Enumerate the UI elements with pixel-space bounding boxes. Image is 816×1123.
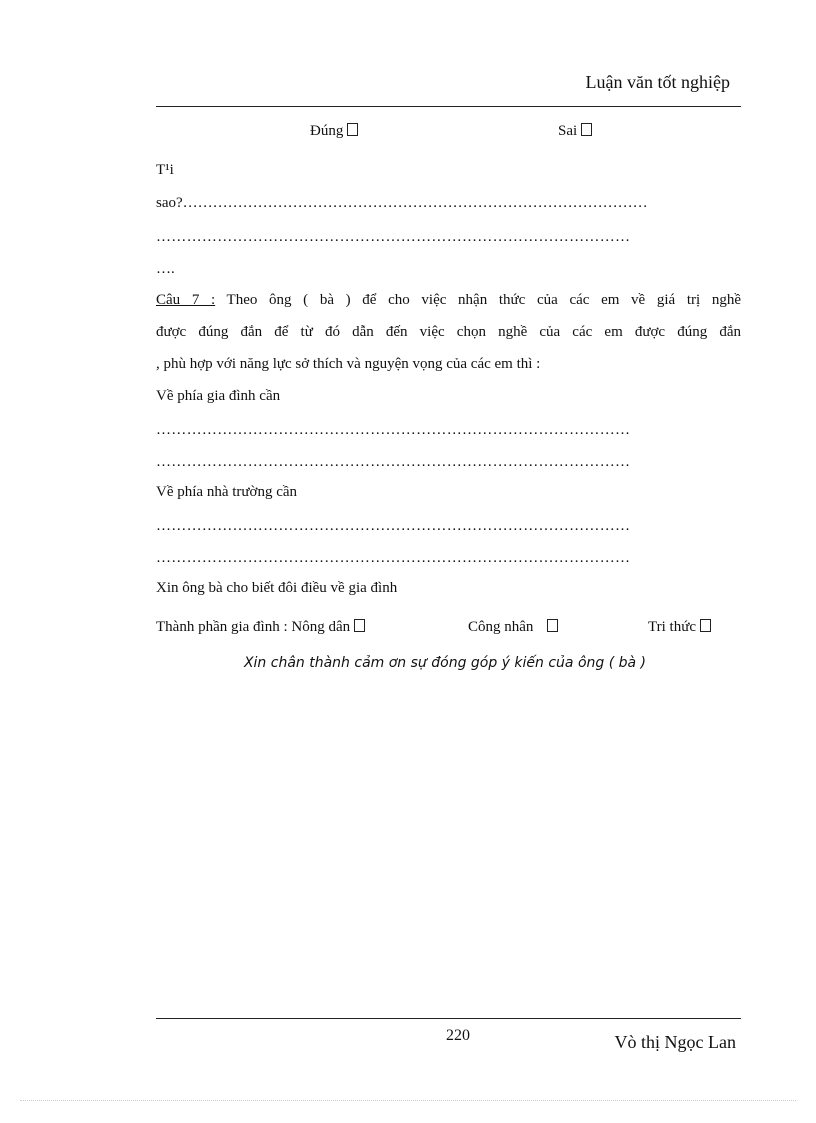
info-label: Xin ông bà cho biết đôi điều về gia đình bbox=[156, 580, 398, 596]
q7-line-1 bbox=[156, 290, 741, 310]
q7-number: Câu 7 : bbox=[156, 292, 216, 308]
why-line bbox=[156, 193, 648, 213]
school-dots-2: ………………………………………………………………………………… bbox=[156, 550, 631, 566]
why-prefix: T¹i bbox=[156, 162, 174, 178]
page-number: 220 bbox=[446, 1027, 470, 1044]
composition-worker bbox=[468, 617, 558, 637]
footer-rule bbox=[156, 1018, 741, 1019]
checkbox-no[interactable] bbox=[581, 123, 592, 136]
composition-intellectual bbox=[648, 617, 711, 637]
why-dots-2: ………………………………………………………………………………… bbox=[156, 229, 631, 245]
q7-line-3: , phù hợp với năng lực sở thích và nguyện vọng của các em thì : bbox=[156, 356, 541, 372]
worker-label: Công nhân bbox=[468, 619, 534, 635]
intellectual-label: Tri thức bbox=[648, 619, 697, 635]
header-title: Luận văn tốt nghiệp bbox=[585, 72, 730, 92]
composition-label: Thành phần gia đình : Nông dân bbox=[156, 619, 351, 635]
option-yes bbox=[310, 121, 358, 141]
option-no-label: Sai bbox=[558, 123, 578, 139]
option-yes-label: Đúng bbox=[310, 123, 344, 139]
page-bottom-border bbox=[20, 1100, 796, 1101]
why-tail: …. bbox=[156, 261, 175, 277]
why-dots: ………………………………………………………………………………… bbox=[182, 195, 648, 211]
checkbox-worker[interactable] bbox=[547, 619, 558, 632]
checkbox-farmer[interactable] bbox=[354, 619, 365, 632]
family-label: Về phía gia đình cần bbox=[156, 388, 281, 404]
author-name: Vò thị Ngọc Lan bbox=[614, 1032, 736, 1052]
family-dots-2: ………………………………………………………………………………… bbox=[156, 454, 631, 470]
header-rule bbox=[156, 106, 741, 107]
why-label: sao? bbox=[156, 195, 183, 211]
checkbox-intellectual[interactable] bbox=[700, 619, 711, 632]
checkbox-yes[interactable] bbox=[347, 123, 358, 136]
q7-text-1: Theo ông ( bà ) để cho việc nhận thức của các em về giá trị nghề bbox=[226, 292, 741, 308]
q7-line-2: được đúng đắn để từ đó dẫn đến việc chọn nghề của các em được đúng đắn bbox=[156, 324, 741, 340]
composition-farmer bbox=[156, 617, 365, 637]
option-no bbox=[558, 121, 592, 141]
school-dots-1: ………………………………………………………………………………… bbox=[156, 518, 631, 534]
school-label: Về phía nhà trường cần bbox=[156, 484, 298, 500]
thanks-note: Xin chân thành cảm ơn sự đóng góp ý kiến của ông ( bà ) bbox=[243, 655, 647, 671]
family-dots-1: ………………………………………………………………………………… bbox=[156, 422, 631, 438]
